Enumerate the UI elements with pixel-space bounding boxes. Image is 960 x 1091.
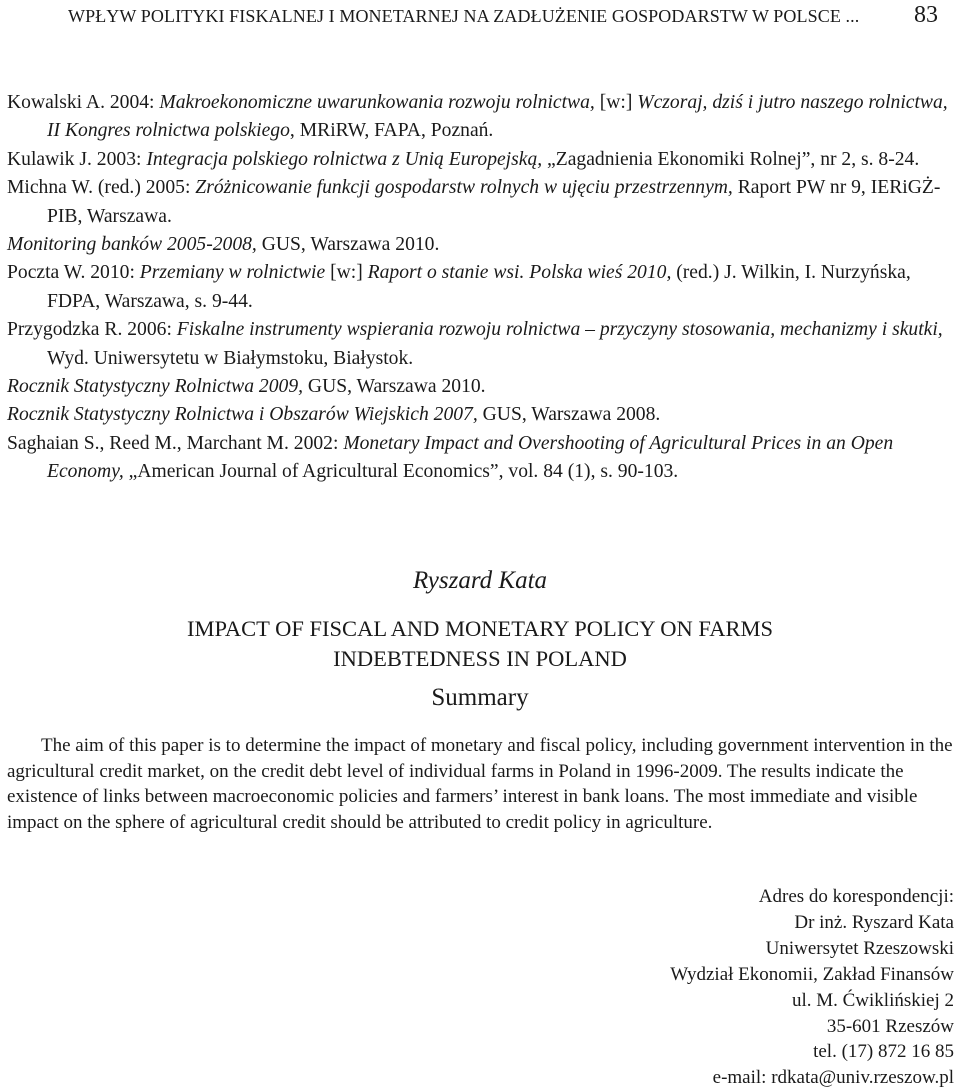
reference-author: Michna W. (red.) 2005: xyxy=(7,177,196,199)
reference-title: Makroekonomiczne uwarunkowania rozwoju rolnictwa, xyxy=(159,92,600,113)
address-phone: tel. (17) 872 16 85 xyxy=(813,1041,954,1063)
address-name: Dr inż. Ryszard Kata xyxy=(794,911,954,933)
reference-author: Kulawik J. 2003: xyxy=(7,148,147,170)
reference-item xyxy=(7,231,957,259)
summary-heading: Summary xyxy=(431,684,529,711)
reference-publisher: (red.) J. Wilkin, I. Nurzyńska, FDPA, Warszawa, s. 9-44. xyxy=(47,262,911,312)
reference-details: Raport PW nr 9, IERiGŻ-PIB, Warszawa. xyxy=(47,177,941,227)
reference-publisher: , MRiRW, FAPA, Poznań. xyxy=(289,120,494,142)
reference-title: Przemiany w rolnictwie xyxy=(139,262,331,284)
address-label: Adres do korespondencji: xyxy=(758,886,954,907)
reference-details: „American Journal of Agricultural Economics”, vol. 84 (1), s. 90-103. xyxy=(128,461,679,483)
reference-author: Poczta W. 2010: xyxy=(7,262,140,284)
reference-author: Saghaian S., Reed M., Marchant M. 2002: xyxy=(7,432,344,454)
address-street: ul. M. Ćwiklińskiej 2 xyxy=(791,989,954,1011)
address-department: Wydział Ekonomii, Zakład Finansów xyxy=(670,963,954,985)
reference-title: Integracja polskiego rolnictwa z Unią Europejską, xyxy=(146,148,548,170)
english-title xyxy=(0,614,960,674)
address-email: e-mail: rdkata@univ.rzeszow.pl xyxy=(712,1067,954,1089)
reference-item xyxy=(7,401,957,429)
reference-details: GUS, Warszawa 2010. xyxy=(261,234,440,256)
reference-title: Monetary Impact and Overshooting of Agricultural Prices in an Open Economy, xyxy=(47,432,894,483)
reference-source-title: Raport o stanie wsi. Polska wieś 2010, xyxy=(367,262,677,284)
address-university: Uniwersytet Rzeszowski xyxy=(765,937,954,959)
reference-details: [w:] xyxy=(599,92,638,113)
reference-details: Wyd. Uniwersytetu w Białymstoku, Białystok. xyxy=(47,347,414,369)
reference-author: Kowalski A. 2004: xyxy=(7,92,160,113)
reference-item xyxy=(7,316,957,373)
reference-title: Zróżnicowanie funkcji gospodarstw rolnych w ujęciu przestrzennym, xyxy=(195,177,738,199)
running-header xyxy=(68,2,938,29)
reference-item xyxy=(7,89,957,146)
reference-item xyxy=(7,259,957,316)
reference-source-title: Wczoraj, dziś i jutro naszego rolnictwa, II Kongres rolnictwa polskiego xyxy=(47,92,948,142)
reference-details: GUS, Warszawa 2010. xyxy=(307,376,486,398)
summary-paragraph: The aim of this paper is to determine the impact of monetary and fiscal policy, including government intervention in the agricultural credit market, on the credit debt level of individual farms in Poland in 1996-2009. The results indicate the existence of links between macroeconomic policies and farmers’ interest in bank loans. The most immediate and visible impact on the sphere of agricultural credit should be attributed to credit policy in agriculture. xyxy=(7,735,953,833)
reference-item xyxy=(7,174,957,231)
reference-list xyxy=(7,89,957,487)
reference-item xyxy=(7,146,957,174)
address-city: 35-601 Rzeszów xyxy=(826,1015,954,1037)
reference-item xyxy=(7,373,957,401)
summary-body xyxy=(7,733,954,835)
reference-details: [w:] xyxy=(330,262,368,284)
reference-title: Monitoring banków 2005-2008, xyxy=(7,234,262,256)
english-title-line: INDEBTEDNESS IN POLAND xyxy=(333,646,627,671)
summary-author: Ryszard Kata xyxy=(412,567,548,594)
english-title-line: IMPACT OF FISCAL AND MONETARY POLICY ON FARMS xyxy=(186,616,774,641)
running-header-title: WPŁYW POLITYKI FISKALNEJ I MONETARNEJ NA ZADŁUŻENIE GOSPODARSTW W POLSCE ... xyxy=(68,6,860,26)
reference-details: GUS, Warszawa 2008. xyxy=(482,404,661,426)
reference-author: Przygodzka R. 2006: xyxy=(7,319,177,341)
reference-details: „Zagadnienia Ekonomiki Rolnej”, nr 2, s. 8-24. xyxy=(547,148,920,170)
page-number: 83 xyxy=(914,2,938,28)
reference-title: Rocznik Statystyczny Rolnictwa i Obszarów Wiejskich 2007, xyxy=(7,404,483,426)
reference-title: Fiskalne instrumenty wspierania rozwoju rolnictwa – przyczyny stosowania, mechanizmy i skutki, xyxy=(176,319,943,341)
reference-title: Rocznik Statystyczny Rolnictwa 2009, xyxy=(7,376,308,398)
correspondence-address xyxy=(670,884,954,1091)
reference-item xyxy=(7,430,957,487)
